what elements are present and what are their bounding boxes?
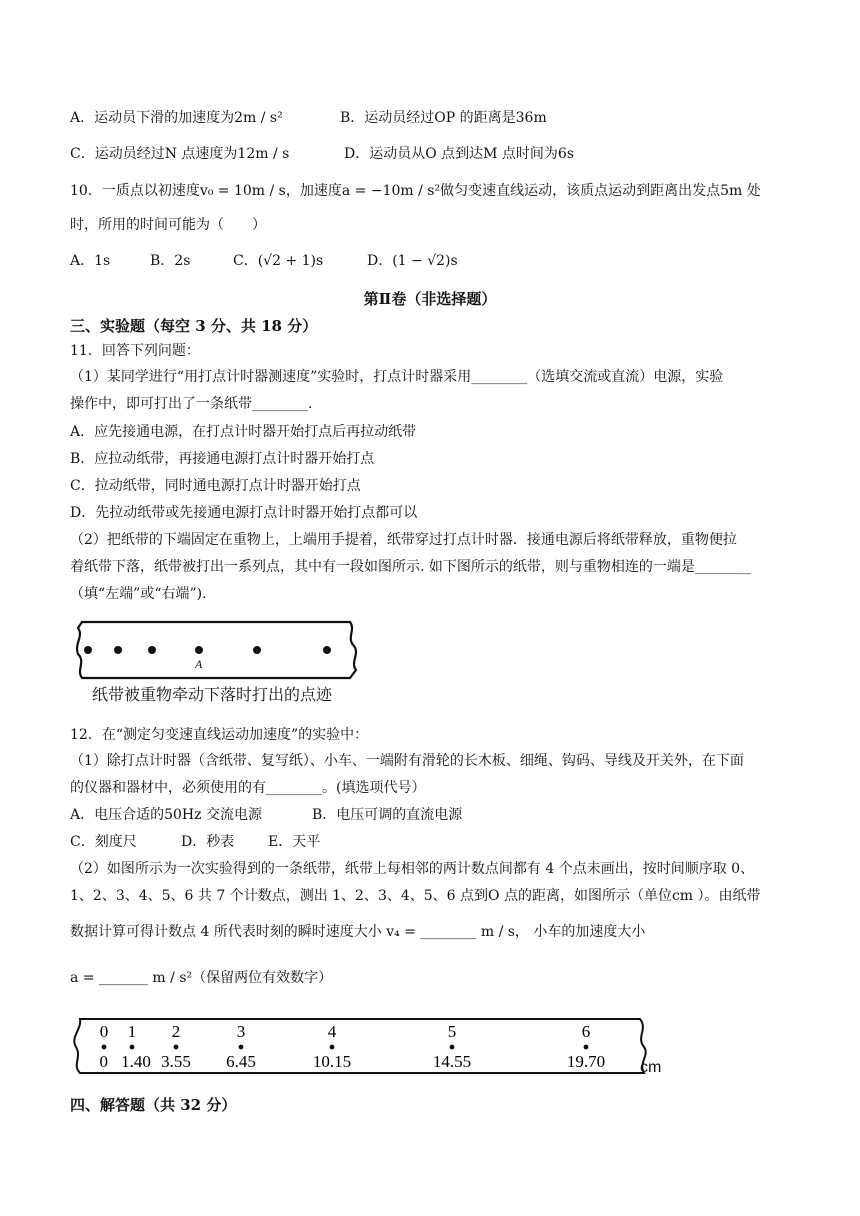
q12-option-d: D．秒表 (181, 834, 235, 850)
tape-dot (195, 646, 203, 654)
q12-option-e: E．天平 (268, 834, 321, 850)
tape-count-label: 1 (127, 1022, 137, 1041)
q12-part2-line1: （2）如图所示为一次实验得到的一条纸带，纸带上每相邻的两计数点间都有 4 个点未画出，按时间顺序取 0、 (70, 861, 755, 877)
tape-dot (114, 646, 122, 654)
tape-dot (84, 646, 92, 654)
section3-title: 三、实验题（每空 3 分、共 18 分） (70, 317, 318, 335)
q11-option-b: B．应拉动纸带，再接通电源打点计时器开始打点 (70, 451, 375, 467)
q9-option-a: A．运动员下滑的加速度为2m / s² (70, 110, 283, 126)
tape-count-dot (130, 1045, 135, 1050)
tape-distance-value: 1.40 (121, 1052, 151, 1071)
q11-option-a: A．应先接通电源，在打点计时器开始打点后再拉动纸带 (70, 424, 417, 440)
tape-count-label: 2 (171, 1022, 181, 1041)
tape-distance-value: 19.70 (566, 1052, 606, 1071)
q12-option-c: C．刻度尺 (70, 834, 137, 850)
tape-unit: cm (640, 1059, 662, 1076)
tape-count-dot (239, 1045, 244, 1050)
q12-option-b: B．电压可调的直流电源 (312, 807, 463, 823)
q11-option-c: C．拉动纸带，同时通电源打点计时器开始打点 (70, 478, 361, 494)
q10-option-a: A．1s (70, 253, 111, 269)
tape-count-label: 4 (327, 1022, 337, 1041)
q12-stem: 12．在“测定匀变速直线运动加速度”的实验中： (70, 727, 369, 743)
tape-distance-value: 3.55 (161, 1052, 191, 1071)
q12-part2-line2: 1、2、3、4、5、6 共 7 个计数点，测出 1、2、3、4、5、6 点到O 点的距离，如图所示（单位cm ）。由纸带 (70, 888, 761, 904)
tape-count-dot (330, 1045, 335, 1050)
section4-title: 四、解答题（共 32 分） (70, 1096, 237, 1114)
q11-part2-line1: （2）把纸带的下端固定在重物上，上端用手提着，纸带穿过打点计时器．接通电源后将纸带释放，重物便拉 (70, 532, 737, 548)
q11-option-d: D．先拉动纸带或先接通电源打点计时器开始打点都可以 (70, 505, 418, 521)
q12-option-a: A．电压合适的50Hz 交流电源 (70, 807, 262, 823)
q11-part2-line3: （填“左端”或“右端”). (70, 586, 207, 602)
tape-caption: 纸带被重物牵动下落时打出的点迹 (92, 685, 333, 704)
tape-count-label: 6 (581, 1022, 591, 1041)
tape-distance-value: 14.55 (432, 1052, 472, 1071)
tape-distance-value: 0 (99, 1052, 108, 1071)
q11-part2-line2: 着纸带下落，纸带被打出一系列点，其中有一段如图所示. 如下图所示的纸带，则与重物相连的一端是________ (70, 559, 751, 575)
q10-option-d: D．(1 − √2)s (367, 253, 458, 269)
tape-distance-value: 10.15 (312, 1052, 352, 1071)
tape-count-dot (102, 1045, 107, 1050)
q10-stem-line1: 10．一质点以初速度v₀ = 10m / s，加速度a = −10m / s²做匀变速直线运动，该质点运动到距离出发点5m 处 (70, 183, 761, 199)
tape-point-label: A (195, 657, 203, 671)
tape-count-dot (450, 1045, 455, 1050)
part2-title: 第Ⅱ卷（非选择题） (363, 290, 497, 308)
tape-count-label: 5 (447, 1022, 457, 1041)
tape-distance-value: 6.45 (226, 1052, 256, 1071)
q11-part1-line2: 操作中，即可打出了一条纸带________. (70, 396, 313, 412)
q9-option-b: B．运动员经过OP 的距离是36m (340, 110, 547, 126)
measured-tape-figure (70, 1015, 670, 1077)
q12-part1-line2: 的仪器和器材中，必须使用的有________。(填选项代号） (70, 780, 426, 796)
tape-count-label: 3 (236, 1022, 246, 1041)
q12-part2-line4: a = _______ m / s²（保留两位有效数字） (70, 970, 333, 986)
q9-option-c: C．运动员经过N 点速度为12m / s (70, 146, 290, 162)
q10-option-c: C．(√2 + 1)s (233, 253, 324, 269)
q10-stem-line2: 时，所用的时间可能为（ ） (70, 217, 266, 233)
q9-option-d: D．运动员从O 点到达M 点时间为6s (344, 146, 575, 162)
q12-part2-line3: 数据计算可得计数点 4 所代表时刻的瞬时速度大小 v₄ = ________ m / s， 小车的加速度大小 (70, 924, 646, 940)
tape-dot (148, 646, 156, 654)
tape-count-dot (174, 1045, 179, 1050)
tape-dot (323, 646, 331, 654)
tape-count-label: 0 (99, 1022, 109, 1041)
q10-option-b: B．2s (150, 253, 191, 269)
tape-dot (253, 646, 261, 654)
q11-part1-line1: （1）某同学进行“用打点计时器测速度”实验时，打点计时器采用________（选填交流或直流）电源，实验 (70, 369, 724, 385)
q11-stem: 11．回答下列问题： (70, 343, 200, 359)
tape-count-dot (584, 1045, 589, 1050)
q12-part1-line1: （1）除打点计时器（含纸带、复写纸）、小车、一端附有滑轮的长木板、细绳、钩码、导线及开关外，在下面 (70, 753, 744, 769)
